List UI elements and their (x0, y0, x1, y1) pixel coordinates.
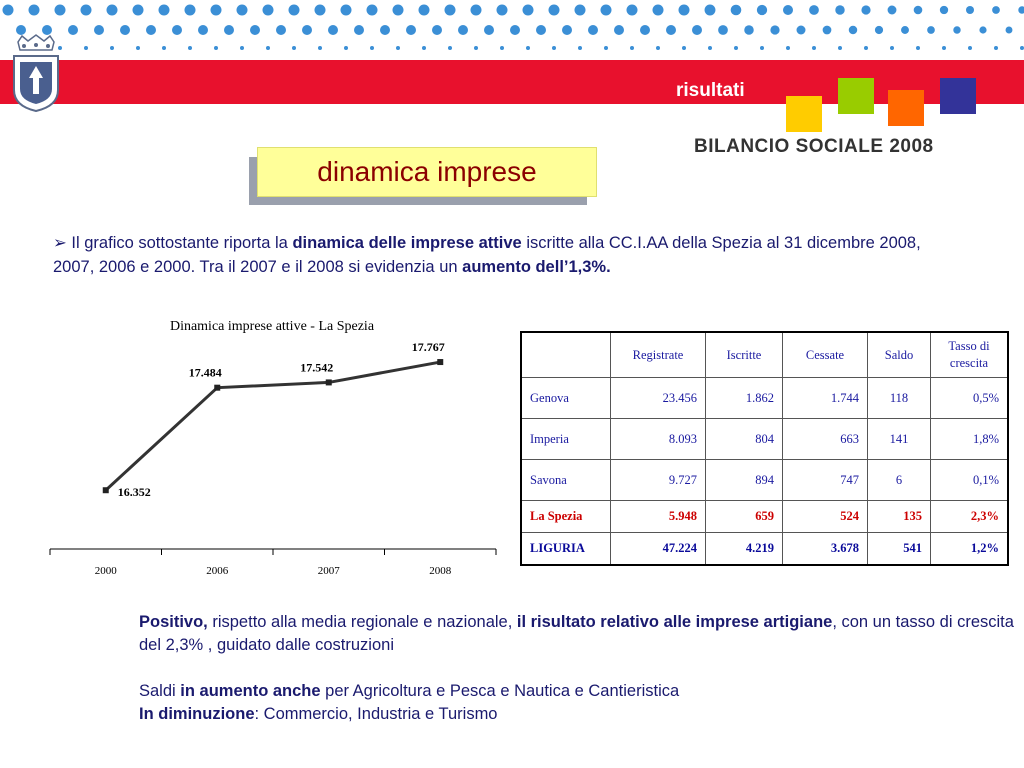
data-label: 17.484 (188, 365, 222, 380)
decorative-dot (578, 46, 582, 50)
decorative-dot (3, 5, 14, 16)
decorative-dot (396, 46, 400, 50)
decorative-dot (198, 25, 208, 35)
table-row (521, 378, 1008, 419)
decorative-dot (370, 46, 374, 50)
col-header-saldo: Saldo (868, 332, 931, 378)
decorative-dot (653, 5, 664, 16)
intro-bold-1: dinamica delle imprese attive (292, 234, 522, 252)
cell-value: 0,1% (931, 460, 1009, 501)
decorative-dot (224, 25, 234, 35)
decorative-dot (523, 5, 534, 16)
decorative-dot (84, 46, 88, 50)
decorative-dot (120, 25, 130, 35)
decorative-dot (914, 6, 923, 15)
table-row (521, 419, 1008, 460)
decorative-dot (783, 5, 793, 15)
decorative-dot (823, 26, 832, 35)
summary-text-part: : Commercio, Industria e Turismo (254, 705, 498, 723)
decorative-dot (916, 46, 920, 50)
decorative-dot (292, 46, 296, 50)
decorative-dot (526, 46, 530, 50)
brand-main: BILANCIO SOCIALE (694, 136, 884, 157)
decorative-dot (263, 5, 274, 16)
decorative-dot (797, 26, 806, 35)
decorative-dot (966, 6, 974, 14)
decorative-dot (770, 25, 779, 34)
summary-paragraph-1 (139, 611, 1024, 657)
col-header-region (521, 332, 611, 378)
decorative-dot (992, 6, 1000, 14)
decorative-dot (731, 5, 742, 16)
table-row-la-spezia (521, 501, 1008, 533)
decorative-dot (162, 46, 166, 50)
decorative-dot (809, 5, 819, 15)
summary-text-part: per Agricoltura e Pesca e Nautica e Cantieristica (320, 682, 680, 700)
intro-text-2: iscritte alla CC.I.AA della Spezia al 31 dicembre 2008, 2007, 2006 e 2000. Tra il 2007 e il 2008 si evidenzia un (53, 234, 921, 276)
decorative-dot (484, 25, 494, 35)
intro-text-1: Il grafico sottostante riporta la (71, 234, 293, 252)
table-row-liguria-total (521, 533, 1008, 566)
cell-value: 2,3% (931, 501, 1009, 533)
decorative-dot (1020, 46, 1024, 50)
decorative-dot (630, 46, 634, 50)
decorative-dot (94, 25, 104, 35)
decorative-dot (979, 26, 986, 33)
accent-square-blue (940, 78, 976, 114)
decorative-dot (422, 46, 426, 50)
decorative-dot (188, 46, 192, 50)
decorative-dot (627, 5, 638, 16)
chart-title: Dinamica imprese attive - La Spezia (169, 319, 375, 334)
line-chart (40, 310, 510, 585)
decorative-dot (679, 5, 690, 16)
cell-value: 1,2% (931, 533, 1009, 566)
decorative-dot (302, 25, 312, 35)
cell-region: La Spezia (521, 501, 611, 533)
decorative-dot (406, 25, 416, 35)
decorative-dots-banner (0, 0, 1024, 58)
summary-text-part: rispetto alla media regionale e nazionale, (207, 613, 517, 631)
decorative-dot (315, 5, 326, 16)
decorative-dot (136, 46, 140, 50)
cell-value: 1.862 (706, 378, 783, 419)
cell-value: 135 (868, 501, 931, 533)
table-header-row (521, 332, 1008, 378)
cell-value: 1,8% (931, 419, 1009, 460)
cell-value: 23.456 (611, 378, 706, 419)
intro-paragraph (53, 231, 953, 279)
series-line (106, 362, 441, 490)
cell-value: 524 (783, 501, 868, 533)
decorative-dot (419, 5, 430, 16)
cell-region: LIGURIA (521, 533, 611, 566)
summary-bold: In diminuzione (139, 705, 255, 723)
decorative-dot (266, 46, 270, 50)
col-header-cessate: Cessate (783, 332, 868, 378)
decorative-dot (757, 5, 767, 15)
decorative-dot (588, 25, 598, 35)
decorative-dot (890, 46, 894, 50)
decorative-dot (474, 46, 478, 50)
decorative-dot (107, 5, 118, 16)
cell-value: 747 (783, 460, 868, 501)
decorative-dot (289, 5, 300, 16)
bullet-arrow-icon: ➢ (53, 234, 67, 252)
decorative-dot (552, 46, 556, 50)
decorative-dot (682, 46, 686, 50)
data-point (103, 487, 109, 493)
decorative-dot (214, 46, 218, 50)
summary-bold: in aumento anche (180, 682, 321, 700)
cell-value: 118 (868, 378, 931, 419)
intro-bold-2: aumento dell’1,3%. (462, 258, 611, 276)
decorative-dot (110, 46, 114, 50)
cell-region: Savona (521, 460, 611, 501)
decorative-dot (734, 46, 738, 50)
cell-value: 894 (706, 460, 783, 501)
decorative-dot (744, 25, 754, 35)
decorative-dot (849, 26, 857, 34)
decorative-dot (471, 5, 482, 16)
x-tick-label: 2006 (206, 565, 229, 577)
table-row (521, 460, 1008, 501)
summary-paragraph-2 (139, 680, 1024, 703)
decorative-dot (953, 26, 960, 33)
decorative-dot (276, 25, 286, 35)
col-header-tasso: Tasso di crescita (931, 332, 1009, 378)
decorative-dot (575, 5, 586, 16)
slide-title-box (257, 147, 597, 197)
summary-text (139, 611, 1024, 726)
data-table (520, 331, 1009, 566)
decorative-dot (875, 26, 883, 34)
cell-value: 663 (783, 419, 868, 460)
decorative-dot (497, 5, 508, 16)
decorative-dot (760, 46, 764, 50)
decorative-dot (786, 46, 790, 50)
decorative-dot (604, 46, 608, 50)
decorative-dot (341, 5, 352, 16)
decorative-dot (692, 25, 702, 35)
decorative-dot (562, 25, 572, 35)
city-crest-logo (8, 34, 64, 112)
decorative-dot (835, 5, 844, 14)
summary-bold: il risultato relativo alle imprese artigiane (516, 613, 833, 631)
section-label: risultati (676, 80, 745, 101)
cell-value: 659 (706, 501, 783, 533)
decorative-dot (1018, 6, 1024, 13)
x-tick-label: 2000 (94, 565, 117, 577)
decorative-dot (940, 6, 948, 14)
decorative-dot (718, 25, 728, 35)
decorative-dot (942, 46, 946, 50)
cell-value: 804 (706, 419, 783, 460)
decorative-dot (133, 5, 144, 16)
decorative-dot (237, 5, 248, 16)
decorative-dot (888, 6, 897, 15)
decorative-dot (29, 5, 40, 16)
decorative-dot (380, 25, 390, 35)
cell-value: 9.727 (611, 460, 706, 501)
decorative-dot (393, 5, 404, 16)
data-point (326, 379, 332, 385)
cell-region: Genova (521, 378, 611, 419)
decorative-dot (666, 25, 676, 35)
decorative-dot (432, 25, 442, 35)
decorative-dot (968, 46, 972, 50)
cell-value: 8.093 (611, 419, 706, 460)
decorative-dot (172, 25, 182, 35)
cell-value: 541 (868, 533, 931, 566)
brand-year: 2008 (889, 136, 934, 157)
decorative-dot (55, 5, 66, 16)
accent-square-green (838, 78, 874, 114)
cell-value: 0,5% (931, 378, 1009, 419)
decorative-dot (601, 5, 612, 16)
cell-value: 4.219 (706, 533, 783, 566)
col-header-iscritte: Iscritte (706, 332, 783, 378)
decorative-dot (328, 25, 338, 35)
accent-square-yellow (786, 96, 822, 132)
decorative-dot (901, 26, 909, 34)
decorative-dot (510, 25, 520, 35)
decorative-dot (927, 26, 935, 34)
decorative-dot (185, 5, 196, 16)
data-label: 17.542 (300, 360, 334, 375)
data-point (214, 385, 220, 391)
data-label: 16.352 (117, 485, 151, 500)
decorative-dot (68, 25, 78, 35)
decorative-dot (159, 5, 170, 16)
cell-value: 1.744 (783, 378, 868, 419)
decorative-dot (445, 5, 456, 16)
summary-text-part: , con un tasso di crescita del 2,3% , guidato dalle costruzioni (139, 613, 1014, 654)
cell-value: 141 (868, 419, 931, 460)
decorative-dot (705, 5, 716, 16)
decorative-dot (81, 5, 92, 16)
decorative-dot (146, 25, 156, 35)
decorative-dot (344, 46, 348, 50)
decorative-dot (549, 5, 560, 16)
decorative-dot (211, 5, 222, 16)
cell-value: 3.678 (783, 533, 868, 566)
decorative-dot (708, 46, 712, 50)
decorative-dot (614, 25, 624, 35)
accent-square-orange (888, 90, 924, 126)
x-tick-label: 2007 (317, 565, 340, 577)
brand-title (694, 136, 934, 158)
decorative-dot (536, 25, 546, 35)
decorative-dot (994, 46, 998, 50)
x-tick-label: 2008 (429, 565, 452, 577)
summary-text-part: Saldi (139, 682, 181, 700)
cell-region: Imperia (521, 419, 611, 460)
decorative-dot (318, 46, 322, 50)
decorative-dot (240, 46, 244, 50)
decorative-dot (640, 25, 650, 35)
decorative-dot (656, 46, 660, 50)
decorative-dot (861, 5, 870, 14)
decorative-dot (500, 46, 504, 50)
decorative-dot (367, 5, 378, 16)
decorative-dot (812, 46, 816, 50)
cell-value: 6 (868, 460, 931, 501)
decorative-dot (354, 25, 364, 35)
cell-value: 47.224 (611, 533, 706, 566)
decorative-dot (864, 46, 868, 50)
col-header-registrate: Registrate (611, 332, 706, 378)
decorative-dot (458, 25, 468, 35)
summary-bold: Positivo, (139, 613, 208, 631)
summary-paragraph-3 (139, 703, 1024, 726)
cell-value: 5.948 (611, 501, 706, 533)
data-point (437, 359, 443, 365)
data-label: 17.767 (411, 340, 445, 355)
decorative-dot (250, 25, 260, 35)
decorative-dot (448, 46, 452, 50)
decorative-dot (838, 46, 842, 50)
slide-title: dinamica imprese (317, 156, 537, 187)
decorative-dot (1006, 27, 1013, 34)
